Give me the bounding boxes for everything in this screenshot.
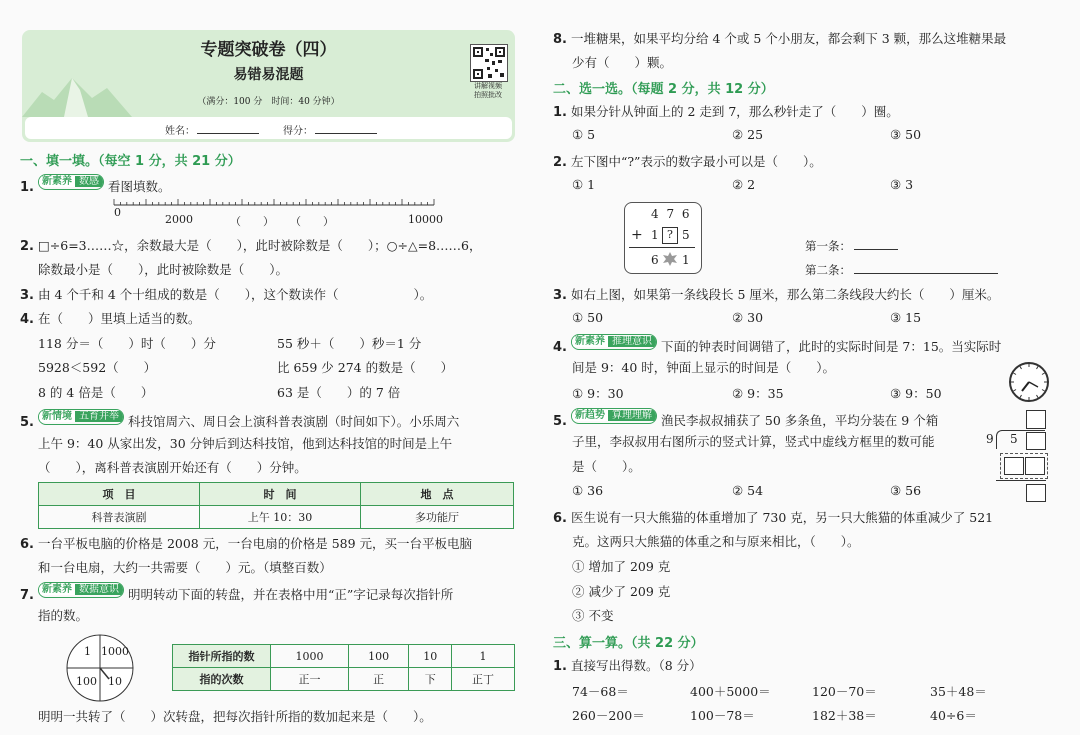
number-line-blank[interactable]: （ ） xyxy=(290,215,334,228)
table-cell: 正丁 xyxy=(452,668,515,691)
clock-icon xyxy=(1008,361,1050,403)
score-field[interactable] xyxy=(315,133,377,134)
schedule-table xyxy=(38,482,514,529)
number-line-label: 10000 xyxy=(408,213,443,226)
table-header: 项 目 xyxy=(39,483,200,506)
option[interactable]: ① 9：30 xyxy=(572,386,624,401)
choice-6-line2: 克。这两只大熊猫的体重之和与原来相比，（ ）。 xyxy=(572,534,860,549)
name-field[interactable] xyxy=(197,133,259,134)
calc-item: 260－200＝ xyxy=(572,708,645,723)
number-line-label: 0 xyxy=(114,206,121,219)
table-cell: 多功能厅 xyxy=(361,506,514,529)
calc-item: 100－78＝ xyxy=(690,708,755,723)
choice-1 xyxy=(553,102,899,120)
qr-caption-line1: 讲解视频 xyxy=(474,82,502,90)
divisor: 9 xyxy=(986,432,994,446)
section-choice: 二、选一选。（每题 2 分，共 12 分） xyxy=(553,82,774,97)
segment-label: 第一条： xyxy=(805,239,851,253)
tag-label: 新素养 xyxy=(39,584,75,595)
tag-label: 新素养 xyxy=(39,176,75,187)
addend-digit: 5 xyxy=(682,228,690,242)
tally-table xyxy=(172,644,515,691)
option[interactable]: ② 25 xyxy=(732,127,764,142)
table-cell: 100 xyxy=(348,645,408,668)
question-7-line2: 指的数。 xyxy=(38,608,89,623)
dividend-box xyxy=(1026,432,1046,450)
name-label: 姓名： xyxy=(165,126,195,137)
question-text: 医生说有一只大熊猫的体重增加了 730 克，另一只大熊猫的体重减少了 521 xyxy=(570,510,994,525)
option[interactable]: ③ 56 xyxy=(890,483,922,498)
question-7 xyxy=(20,582,453,603)
calc-item: 40÷6＝ xyxy=(930,708,977,723)
section-calculate: 三、算一算。（共 22 分） xyxy=(553,636,704,651)
ink-blot-icon xyxy=(662,251,678,267)
question-number: 1. xyxy=(20,180,34,195)
question-text: 左下图中“?”表示的数字最小可以是（ ）。 xyxy=(570,154,822,169)
q4-item: 8 的 4 倍是（ ） xyxy=(38,385,154,400)
page-subtitle: 易错易混题 xyxy=(233,67,304,83)
question-6 xyxy=(20,534,472,552)
option[interactable]: ② 减少了 209 克 xyxy=(572,584,671,599)
question-5-line3: （ ），离科普表演剧开始还有（ ）分钟。 xyxy=(38,460,307,475)
option[interactable]: ① 增加了 209 克 xyxy=(572,559,671,574)
question-text: 看图填数。 xyxy=(107,179,171,194)
header-banner xyxy=(22,30,515,142)
question-text: 在（ ）里填上适当的数。 xyxy=(37,311,201,326)
question-number: 4. xyxy=(553,340,567,355)
question-text: 由 4 个千和 4 个十组成的数是（ ），这个数读作（ ）。 xyxy=(37,287,433,302)
spinner-label: 1000 xyxy=(101,645,129,658)
question-number: 4. xyxy=(20,312,34,327)
calc-item: 35＋48＝ xyxy=(930,684,987,699)
tag-badge xyxy=(38,174,104,190)
quotient-box xyxy=(1026,410,1046,429)
option[interactable]: ② 2 xyxy=(732,177,756,192)
tag-label: 新趋势 xyxy=(572,410,608,421)
qr-code-icon[interactable] xyxy=(470,44,508,82)
sum-digit: 1 xyxy=(682,253,690,267)
table-cell: 上午 10：30 xyxy=(200,506,361,529)
question-text: 渔民李叔叔捕获了 50 多条鱼，平均分装在 9 个箱 xyxy=(660,413,939,428)
calc-question-1 xyxy=(553,656,702,674)
sum-digit: 6 xyxy=(651,253,659,267)
question-2-line2: 除数最小是（ ），此时被除数是（ ）。 xyxy=(38,262,289,277)
spinner-label: 100 xyxy=(76,675,97,688)
option[interactable]: ③ 不变 xyxy=(572,608,614,623)
number-line-label: 2000 xyxy=(165,213,193,226)
tag-label: 五育并举 xyxy=(75,411,123,422)
question-4 xyxy=(20,309,200,327)
question-number: 1. xyxy=(553,659,567,674)
page-title: 专题突破卷（四） xyxy=(200,40,337,60)
option[interactable]: ① 5 xyxy=(572,127,596,142)
question-number: 5. xyxy=(20,415,34,430)
option[interactable]: ① 50 xyxy=(572,310,604,325)
option[interactable]: ① 1 xyxy=(572,177,596,192)
segment-one xyxy=(854,249,898,250)
calc-item: 120－70＝ xyxy=(812,684,877,699)
tag-label: 新素养 xyxy=(572,336,608,347)
calc-item: 74－68＝ xyxy=(572,684,629,699)
spinner-wheel xyxy=(65,633,135,703)
question-text: 明明转动下面的转盘，并在表格中用“正”字记录每次指针所 xyxy=(127,587,454,602)
question-number: 2. xyxy=(553,155,567,170)
choice-6 xyxy=(553,508,993,526)
choice-4 xyxy=(553,334,1001,355)
option[interactable]: ③ 50 xyxy=(890,127,922,142)
question-1 xyxy=(20,174,170,195)
table-cell: 10 xyxy=(409,645,452,668)
option[interactable]: ② 30 xyxy=(732,310,764,325)
tag-badge xyxy=(571,408,657,424)
question-5-line2: 上午 9：40 从家出发，30 分钟后到达科技馆，他到达科技馆的时间是上午 xyxy=(38,436,453,451)
choice-5-line2: 子里，李叔叔用右图所示的竖式计算，竖式中虚线方框里的数可能 xyxy=(572,434,935,449)
spinner-label: 10 xyxy=(108,675,122,688)
tag-badge xyxy=(571,334,657,350)
question-text: 如右上图，如果第一条线段长 5 厘米，那么第二条线段大约长（ ）厘米。 xyxy=(570,287,1000,302)
table-cell: 1 xyxy=(452,645,515,668)
number-line xyxy=(108,196,438,210)
sum-line xyxy=(629,247,695,248)
q4-item: 63 是（ ）的 7 倍 xyxy=(277,385,401,400)
choice-2 xyxy=(553,152,822,170)
option[interactable]: ③ 15 xyxy=(890,310,922,325)
table-cell: 下 xyxy=(409,668,452,691)
question-number: 3. xyxy=(20,288,34,303)
question-text: 科技馆周六、周日会上演科普表演剧（时间如下）。小乐周六 xyxy=(127,414,460,429)
option[interactable]: ③ 3 xyxy=(890,177,914,192)
tag-label: 算理理解 xyxy=(608,410,656,421)
segment-two xyxy=(854,273,998,274)
question-6-line2: 和一台电扇，大约一共需要（ ）元。（填整百数） xyxy=(38,560,332,575)
plus-sign: + xyxy=(631,227,643,243)
number-line-blank[interactable]: （ ） xyxy=(230,215,274,228)
question-8 xyxy=(553,29,1006,47)
question-text: 一堆糖果，如果平均分给 4 个或 5 个小朋友，都会剩下 3 颗，那么这堆糖果最 xyxy=(570,31,1007,46)
segment-label: 第二条： xyxy=(805,263,851,277)
qr-caption-line2: 拍照批改 xyxy=(474,91,502,99)
addend-row: 4 7 6 xyxy=(651,207,692,221)
table-cell: 正 xyxy=(348,668,408,691)
unknown-digit-box: ? xyxy=(662,227,678,244)
question-text: □÷6=3……☆，余数最大是（ ），此时被除数是（ ）；○÷△=8……6， xyxy=(37,238,482,253)
option[interactable]: ② 9：35 xyxy=(732,386,784,401)
question-7-footer: 明明一共转了（ ）次转盘，把每次指针所指的数加起来是（ ）。 xyxy=(38,709,432,724)
division-line xyxy=(996,480,1046,481)
table-header: 地 点 xyxy=(361,483,514,506)
question-number: 6. xyxy=(20,537,34,552)
q4-item: 118 分＝（ ）时（ ）分 xyxy=(38,336,216,351)
question-text: 下面的钟表时间调错了，此时的实际时间是 7：15。当实际时 xyxy=(660,339,1002,354)
option[interactable]: ③ 9：50 xyxy=(890,386,942,401)
question-number: 3. xyxy=(553,288,567,303)
tag-label: 推理意识 xyxy=(608,336,656,347)
question-text: 直接写出得数。（8 分） xyxy=(570,658,702,673)
choice-4-line2: 间是 9：40 时，钟面上显示的时间是（ ）。 xyxy=(572,360,836,375)
q4-item: 比 659 少 274 的数是（ ） xyxy=(277,360,454,375)
question-text: 如果分针从钟面上的 2 走到 7，那么秒针走了（ ）圈。 xyxy=(570,104,899,119)
addend-digit: 1 xyxy=(651,228,659,242)
tag-label: 数感 xyxy=(75,176,103,187)
choice-5 xyxy=(553,408,938,429)
digit-box xyxy=(1025,457,1045,475)
question-number: 6. xyxy=(553,511,567,526)
name-score-bar xyxy=(25,117,512,139)
addition-figure xyxy=(624,202,702,274)
question-number: 1. xyxy=(553,105,567,120)
table-cell: 科普表演剧 xyxy=(39,506,200,529)
tag-badge xyxy=(38,582,124,598)
q4-item: 5928＜592（ ） xyxy=(38,360,157,375)
qr-caption xyxy=(463,82,513,100)
dashed-box xyxy=(1000,453,1048,479)
exam-meta: （满分：100 分 时间：40 分钟） xyxy=(197,97,340,107)
tag-label: 新情境 xyxy=(39,411,75,422)
question-5 xyxy=(20,409,459,430)
question-3 xyxy=(20,285,432,303)
remainder-box xyxy=(1026,484,1046,502)
table-cell: 1000 xyxy=(271,645,349,668)
q4-item: 55 秒＋（ ）秒＝1 分 xyxy=(277,336,422,351)
dividend: 5 xyxy=(1010,432,1018,446)
calc-item: 400＋5000＝ xyxy=(690,684,771,699)
question-number: 2. xyxy=(20,239,34,254)
table-header: 时 间 xyxy=(200,483,361,506)
option[interactable]: ① 36 xyxy=(572,483,604,498)
question-text: 一台平板电脑的价格是 2008 元，一台电扇的价格是 589 元，买一台平板电脑 xyxy=(37,536,473,551)
question-number: 5. xyxy=(553,414,567,429)
option[interactable]: ② 54 xyxy=(732,483,764,498)
table-header: 指的次数 xyxy=(173,668,271,691)
choice-5-line3: 是（ ）。 xyxy=(572,459,641,474)
question-number: 7. xyxy=(20,588,34,603)
table-cell: 正一 xyxy=(271,668,349,691)
question-number: 8. xyxy=(553,32,567,47)
score-label: 得分： xyxy=(283,126,313,137)
question-8-line2: 少有（ ）颗。 xyxy=(572,55,673,70)
digit-box xyxy=(1004,457,1024,475)
calc-item: 182＋38＝ xyxy=(812,708,877,723)
section-fill-in: 一、填一填。（每空 1 分，共 21 分） xyxy=(20,154,241,169)
spinner-label: 1 xyxy=(84,645,91,658)
table-header: 指针所指的数 xyxy=(173,645,271,668)
tag-label: 数据意识 xyxy=(75,584,123,595)
choice-3 xyxy=(553,285,999,303)
question-2 xyxy=(20,236,482,254)
tag-badge xyxy=(38,409,124,425)
